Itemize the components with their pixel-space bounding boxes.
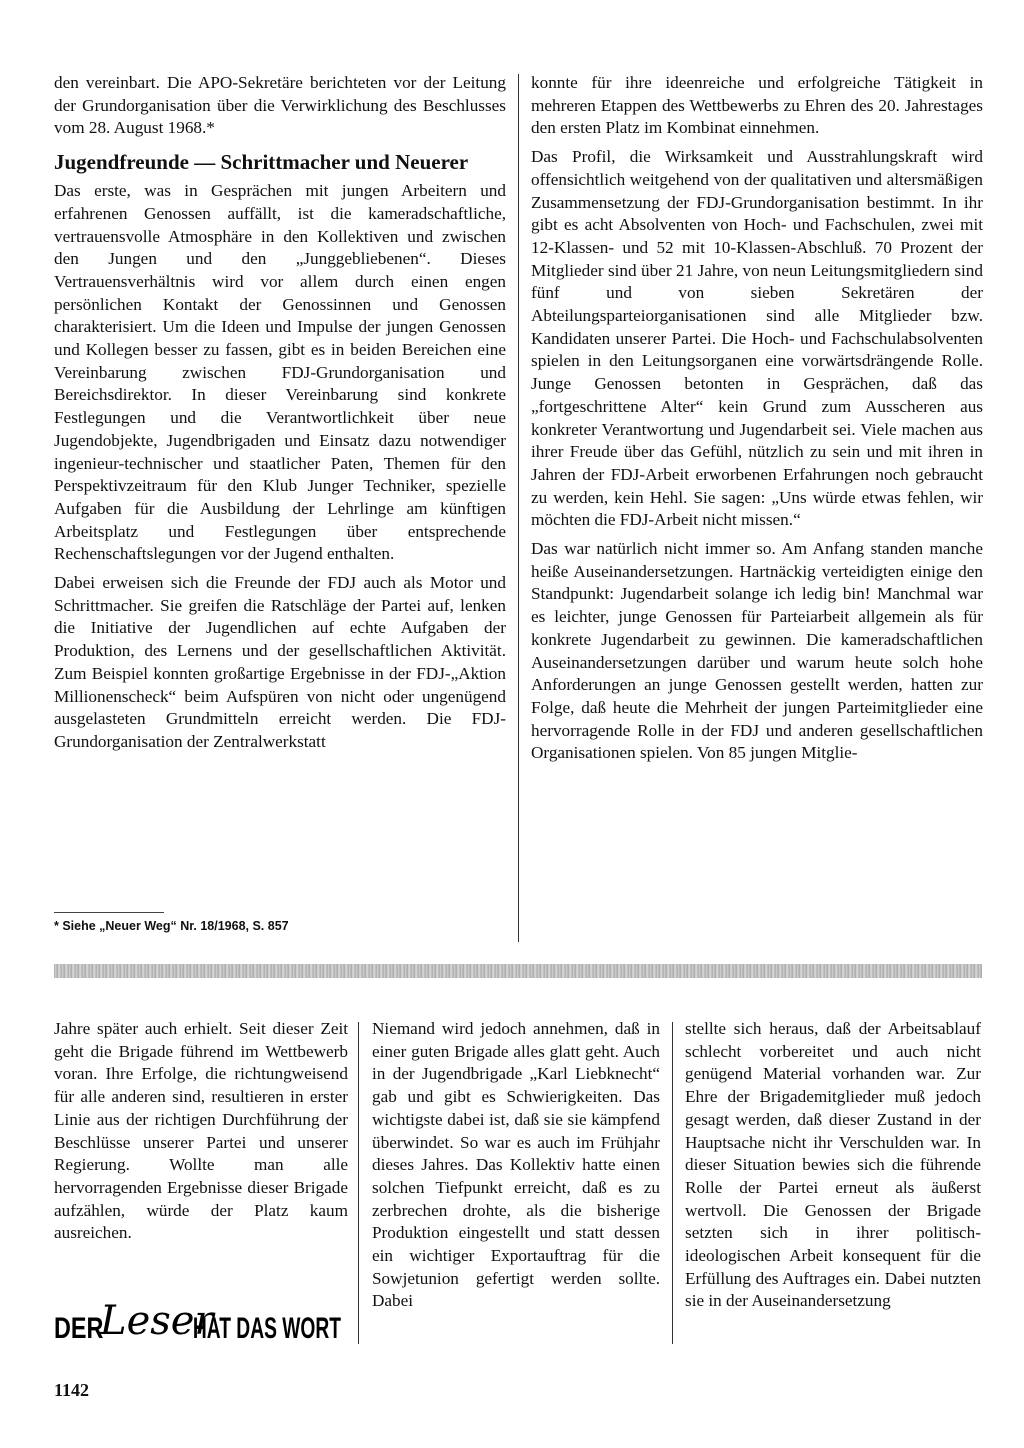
section-heading: Jugendfreunde — Schrittmacher und Neuerer (54, 150, 469, 175)
footnote-divider (54, 912, 164, 913)
column-divider-bottom-1 (358, 1022, 359, 1344)
section-separator-band (54, 964, 982, 978)
top-right-paragraph-2: Das war natürlich nicht immer so. Am Anfang standen manche heiße Auseinandersetzungen. Hartnäckig verteidigten einige den Standpunkt: Jugendarbeit solange ich ledig bin! Manchmal war es leichter, junge Genossen für Parteiarbeit allgemein als für konkrete Jugendarbeit zu gewinnen. Die kameradschaftlichen Auseinandersetzungen darüber und warum heute solch hohe Anforderungen an junge Genossen gestellt werden, hatten zur Folge, daß heute die Mehrheit der jungen Parteimitglieder eine hervorragende Rolle in der FDJ und anderen gesellschaftlichen Organisationen spielen. Von 85 jungen Mitglie- (531, 539, 983, 763)
column-divider-bottom-2 (672, 1022, 673, 1344)
bottom-column-2 (372, 1018, 660, 1313)
top-left-paragraph-2: Dabei erweisen sich die Freunde der FDJ auch als Motor und Schrittmacher. Sie greifen die Ratschläge der Partei auf, lenken die Initiative der Jugendlichen auf echte Aufgaben der Produktion, des Lernens und der gesellschaftlichen Aktivität. Zum Beispiel konnten großartige Ergebnisse in der FDJ-„Aktion Millionenscheck“ beim Aufspüren von nicht oder ungenügend ausgelasteten Grundmitteln erreicht werden. Die FDJ-Grundorganisation der Zentralwerkstatt (54, 573, 506, 751)
bottom-column-3 (685, 1018, 981, 1313)
top-right-intro-paragraph: konnte für ihre ideenreiche und erfolgreiche Tätigkeit in mehreren Etappen des Wettbewerbs zu Ehren des 20. Jahrestages den ersten Platz im Kombinat einnehmen. (531, 73, 983, 138)
column-divider-top (518, 74, 519, 942)
bottom-column-1 (54, 1018, 348, 1245)
top-right-column (531, 72, 983, 771)
logo-text-hat-das-wort: HAT DAS WORT (192, 1311, 342, 1345)
top-right-paragraph-1: Das Profil, die Wirksamkeit und Ausstrahlungskraft wird offensichtlich weitgehend von der qualitativen und altersmäßigen Zusammensetzung der FDJ-Grundorganisation bestimmt. In ihr gibt es acht Absolventen von Hoch- und Fachschulen, zwei mit 12-Klassen- und 52 mit 10-Klassen-Abschluß. 70 Prozent der Mitglieder sind über 21 Jahre, von neun Leitungsmitgliedern sind fünf und von sieben Sekretären der Abteilungsparteiorganisationen sind alle Mitglieder bzw. Kandidaten unserer Partei. Die Hoch- und Fachschulabsolventen spielen in den Leitungsorganen eine vorwärtsdrängende Rolle. Junge Genossen betonten in Gesprächen, daß das „fortgeschrittene Alter“ kein Grund zum Ausscheren aus konkreter Verantwortung und Jugendarbeit sei. Viele machen aus ihrer Freude über das Gefühl, nützlich zu sein und mit ihren in Jahren der FDJ-Arbeit erworbenen Erfahrungen noch gebraucht zu werden, kein Hehl. Sie sagen: „Uns würde etwas fehlen, wir möchten die FDJ-Arbeit nicht missen.“ (531, 147, 983, 530)
bottom-column-3-text: stellte sich heraus, daß der Arbeitsablauf schlecht vorbereitet und auch nicht genügend Material vorhanden war. Zur Ehre der Brigademitglieder muß jedoch gesagt werden, daß dieser Zustand in der Hauptsache nicht ihr Verschulden war. In dieser Situation bewies sich die führende Rolle der Partei erneut als äußerst wertvoll. Die Genossen der Brigade setzten sich in ihrer politisch-ideologischen Arbeit konsequent für die Erfüllung des Auftrages ein. Dabei nutzten sie in der Auseinandersetzung (685, 1019, 981, 1311)
top-left-intro-paragraph: den vereinbart. Die APO-Sekretäre berichteten vor der Leitung der Grundorganisation über die Verwirklichung des Beschlusses vom 28. August 1968.* (54, 73, 506, 138)
logo-text-script: Leser (100, 1298, 214, 1344)
top-left-paragraph-1: Das erste, was in Gesprächen mit jungen Arbeitern und erfahrenen Genossen auffällt, ist die kameradschaftliche, vertrauensvolle Atmosphäre in den Kollektiven und zwischen den Jungen und den „Junggebliebenen“. Dieses Vertrauensverhältnis wird vor allem durch einen engen persönlichen Kontakt der Genossinnen und Genossen charakterisiert. Um die Ideen und Impulse der jungen Genossen und Kollegen besser zu fassen, gibt es in beiden Bereichen eine Vereinbarung zwischen FDJ-Grundorganisation und Bereichsdirektor. In dieser Vereinbarung sind konkrete Festlegungen und die Verantwortlichkeit über neue Jugendobjekte, Jugendbrigaden und Einsatz dazu notwendiger ingenieur-technischer und staatlicher Paten, Themen für den Perspektivzeitraum für den Klub Junger Techniker, spezielle Aufgaben für die Ausbildung der Lehrlinge am künftigen Arbeitsplatz und Festlegungen über entsprechende Rechenschaftslegungen vor der Jugend enthalten. (54, 181, 506, 564)
page-number: 1142 (54, 1380, 90, 1400)
der-leser-hat-das-wort-logo (54, 1292, 344, 1348)
top-left-column (54, 72, 506, 760)
logo-text-der: DER (54, 1311, 104, 1345)
footnote: * Siehe „Neuer Weg“ Nr. 18/1968, S. 857 (54, 919, 289, 933)
bottom-column-2-text: Niemand wird jedoch annehmen, daß in einer guten Brigade alles glatt geht. Auch in der Jugendbrigade „Karl Liebknecht“ gab und gibt es Schwierigkeiten. Das wichtigste dabei ist, daß sie sie kämpfend überwindet. So war es auch im Frühjahr dieses Jahres. Das Kollektiv hatte einen solchen Tiefpunkt erreicht, daß es zu zerbrechen drohte, als die bisherige Produktion eingestellt und statt dessen ein wichtiger Exportauftrag für die Sowjetunion gefertigt werden sollte. Dabei (372, 1019, 660, 1311)
bottom-column-1-text: Jahre später auch erhielt. Seit dieser Zeit geht die Brigade führend im Wettbewerb voran. Ihre Erfolge, die richtungweisend für alle anderen sind, resultieren in erster Linie aus der richtigen Durchführung der Beschlüsse unserer Partei und unserer Regierung. Wollte man alle hervorragenden Ergebnisse dieser Brigade aufzählen, würde der Platz kaum ausreichen. (54, 1019, 348, 1243)
